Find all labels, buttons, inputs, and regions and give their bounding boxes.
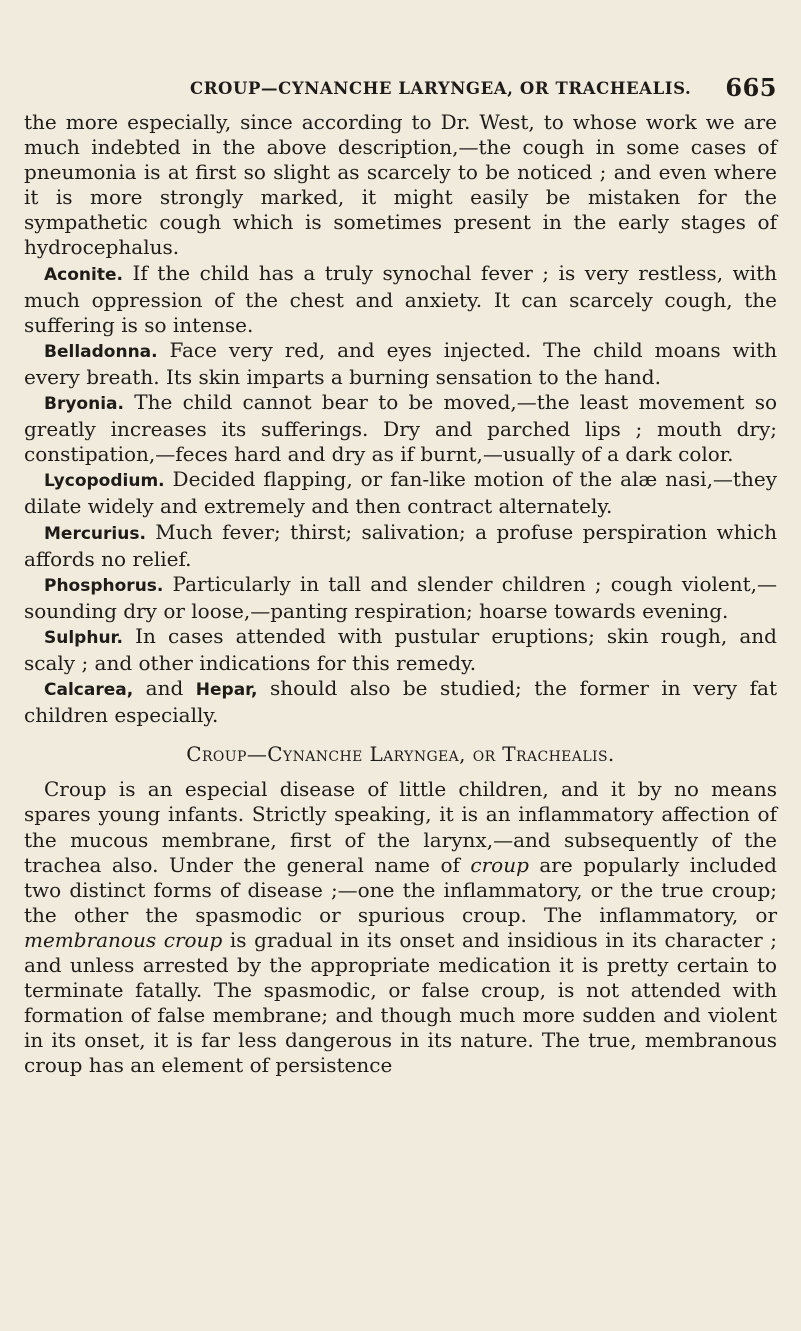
paragraph-belladonna	[24, 338, 777, 390]
paragraph-text: The child cannot bear to be moved,—the least movement so greatly increases its sufferings. Dry and parched lips ; mouth dry; constipation,—feces hard and dry as if burnt,—usually of a dark color.	[24, 390, 777, 467]
paragraph-phosphorus	[24, 572, 777, 624]
paragraph-text: If the child has a truly synochal fever ; is very restless, with much oppression of the chest and anxiety. It can scarcely cough, the suffering is so intense.	[24, 260, 777, 337]
paragraph-text: Much fever; thirst; salivation; a profuse perspiration which affords no relief.	[24, 519, 777, 571]
paragraph-calcarea-hepar	[24, 676, 777, 728]
paragraph-mercurius	[24, 520, 777, 572]
paragraph-text: Face very red, and eyes injected. The child moans with every breath. Its skin imparts a burning sensation to the hand.	[24, 337, 777, 389]
remedy-label-hepar: Hepar,	[195, 680, 258, 701]
paragraph-text: In cases attended with pustular eruptions; skin rough, and scaly ; and other indications for this remedy.	[24, 623, 777, 675]
remedy-label-calcarea: Calcarea,	[44, 680, 134, 701]
running-head	[24, 70, 777, 102]
paragraph-text: Particularly in tall and slender children ; cough violent,—sounding dry or loose,—panting respiration; hoarse towards evening.	[24, 571, 777, 623]
italic-term-croup: croup	[470, 852, 529, 877]
paragraph-bryonia	[24, 390, 777, 467]
remedy-label-lycopodium: Lycopodium.	[44, 471, 165, 492]
paragraph-text: Decided flapping, or fan-like motion of the alæ nasi,—they dilate widely and extremely and then contract alternately.	[24, 467, 777, 519]
italic-term-membranous-croup: membranous croup	[24, 927, 223, 952]
paragraph-continuation	[24, 110, 777, 261]
page-number: 665	[725, 73, 777, 102]
remedy-label-sulphur: Sulphur.	[44, 627, 123, 648]
paragraph-text: is gradual in its onset and insidious in its character ; and unless arrested by the appropriate medication it is pretty certain to terminate fatally. The spasmodic, or false croup, is not attended with formation of false membrane; and though much more sudden and violent in its onset, it is far less dangerous in its nature. The true, membranous croup has an element of persistence	[24, 927, 777, 1078]
section-heading	[24, 742, 777, 767]
paragraph-text: Croup is an especial disease of little children, and it by no means spares young infants. Strictly speaking, it is an inflammatory affection of the mucous membrane, first of the larynx,—and subsequently of the trachea also. Under the general name of	[24, 777, 777, 877]
paragraph-aconite	[24, 261, 777, 338]
remedy-label-belladonna: Belladonna.	[44, 341, 158, 362]
body-text	[24, 110, 777, 1078]
paragraph-sulphur	[24, 624, 777, 676]
remedy-label-bryonia: Bryonia.	[44, 394, 124, 415]
paragraph-lycopodium	[24, 467, 777, 519]
paragraph-text: the more especially, since according to Dr. West, to whose work we are much indebted in the above description,—the cough in some cases of pneumonia is at first so slight as scarcely to be noticed ; and even where it is more strongly marked, it might easily be mistaken for the sympathetic cough which is sometimes present in the early stages of hydrocephalus.	[24, 110, 777, 260]
section-heading-text: Croup—Cynanche Laryngea, or Trachealis.	[186, 742, 615, 767]
paragraph-text: are popularly included two distinct forms of disease ;—one the inflammatory, or the true croup; the other the spasmodic or spurious croup. The inflammatory, or	[24, 852, 777, 927]
running-title: CROUP—CYNANCHE LARYNGEA, OR TRACHEALIS.	[190, 79, 692, 98]
remedy-label-mercurius: Mercurius.	[44, 523, 146, 544]
paragraph-text: and	[133, 676, 196, 701]
book-page	[24, 0, 777, 1331]
paragraph-croup-intro	[24, 777, 777, 1078]
remedy-label-aconite: Aconite.	[44, 264, 123, 285]
remedy-label-phosphorus: Phosphorus.	[44, 575, 164, 596]
paragraph-text: should also be studied; the former in very fat children especially.	[24, 676, 777, 728]
